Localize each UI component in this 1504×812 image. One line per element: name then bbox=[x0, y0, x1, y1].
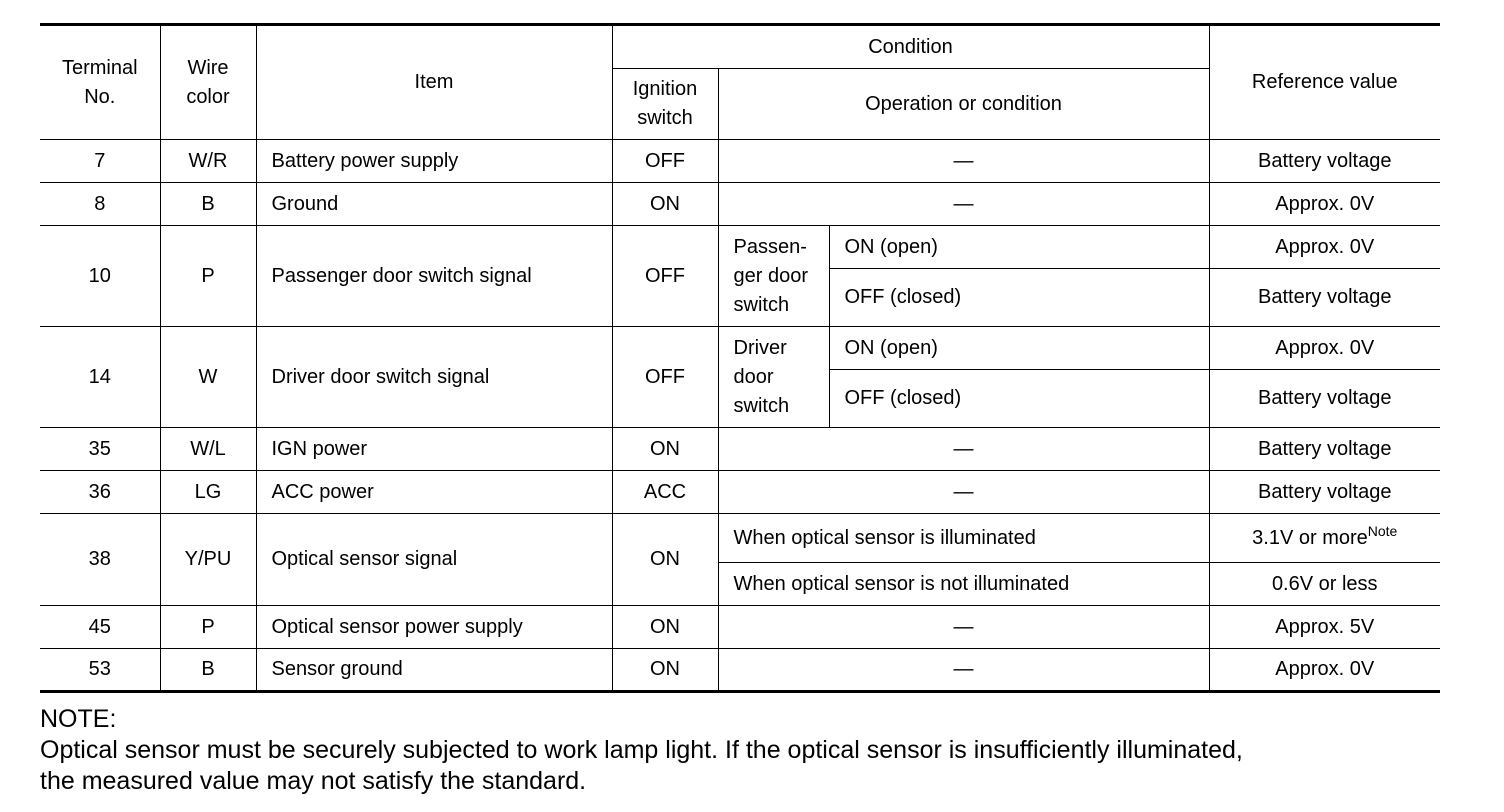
cell-switch-state: OFF (closed) bbox=[829, 269, 1209, 327]
cell-switch-state: OFF (closed) bbox=[829, 370, 1209, 428]
cell-ignition: OFF bbox=[612, 140, 718, 183]
cell-switch-state: ON (open) bbox=[829, 226, 1209, 269]
cell-ignition: ON bbox=[612, 428, 718, 471]
terminal-reference-table bbox=[40, 23, 1440, 693]
cell-wire: W/R bbox=[160, 140, 256, 183]
table-row bbox=[40, 327, 1440, 370]
cell-item: Passenger door switch signal bbox=[256, 226, 612, 327]
cell-terminal: 35 bbox=[40, 428, 160, 471]
table-row bbox=[40, 428, 1440, 471]
cell-wire: W bbox=[160, 327, 256, 428]
header-wire-color: Wire color bbox=[160, 25, 256, 140]
cell-operation: — bbox=[718, 183, 1209, 226]
header-reference-value: Reference value bbox=[1209, 25, 1440, 140]
cell-wire: P bbox=[160, 226, 256, 327]
cell-wire: W/L bbox=[160, 428, 256, 471]
cell-reference: 0.6V or less bbox=[1209, 563, 1440, 606]
table-row bbox=[40, 183, 1440, 226]
cell-ignition: OFF bbox=[612, 226, 718, 327]
cell-item: Sensor ground bbox=[256, 649, 612, 692]
note-text-line-2: the measured value may not satisfy the standard. bbox=[40, 767, 587, 795]
cell-switch-name: Passen- ger door switch bbox=[718, 226, 829, 327]
cell-operation: — bbox=[718, 606, 1209, 649]
cell-item: IGN power bbox=[256, 428, 612, 471]
cell-terminal: 7 bbox=[40, 140, 160, 183]
cell-item: Ground bbox=[256, 183, 612, 226]
table-row bbox=[40, 140, 1440, 183]
note-title: NOTE: bbox=[40, 705, 117, 733]
cell-item: Driver door switch signal bbox=[256, 327, 612, 428]
cell-wire: LG bbox=[160, 471, 256, 514]
cell-terminal: 36 bbox=[40, 471, 160, 514]
cell-reference: Battery voltage bbox=[1209, 269, 1440, 327]
cell-reference: Battery voltage bbox=[1209, 471, 1440, 514]
cell-ignition: ACC bbox=[612, 471, 718, 514]
cell-item: Optical sensor power supply bbox=[256, 606, 612, 649]
cell-operation: — bbox=[718, 428, 1209, 471]
header-row-1 bbox=[40, 25, 1440, 69]
cell-terminal: 53 bbox=[40, 649, 160, 692]
cell-ignition: ON bbox=[612, 514, 718, 606]
cell-reference: Battery voltage bbox=[1209, 428, 1440, 471]
cell-reference: Approx. 5V bbox=[1209, 606, 1440, 649]
cell-wire: Y/PU bbox=[160, 514, 256, 606]
cell-reference: Approx. 0V bbox=[1209, 649, 1440, 692]
cell-operation: When optical sensor is not illuminated bbox=[718, 563, 1209, 606]
cell-switch-name: Driver door switch bbox=[718, 327, 829, 428]
cell-terminal: 45 bbox=[40, 606, 160, 649]
cell-item: Optical sensor signal bbox=[256, 514, 612, 606]
cell-ignition: ON bbox=[612, 183, 718, 226]
header-ignition-switch: Ignition switch bbox=[612, 69, 718, 140]
cell-reference: Battery voltage bbox=[1209, 370, 1440, 428]
cell-terminal: 14 bbox=[40, 327, 160, 428]
cell-item: ACC power bbox=[256, 471, 612, 514]
note-text-line-1: Optical sensor must be securely subjected to work lamp light. If the optical sensor is insufficiently illuminated, bbox=[40, 736, 1243, 764]
cell-operation: When optical sensor is illuminated bbox=[718, 514, 1209, 563]
note-section bbox=[40, 704, 1480, 797]
cell-reference: Battery voltage bbox=[1209, 140, 1440, 183]
header-terminal: Terminal No. bbox=[40, 25, 160, 140]
cell-ignition: ON bbox=[612, 649, 718, 692]
cell-wire: P bbox=[160, 606, 256, 649]
cell-reference: 3.1V or more$^{Note}$ bbox=[1209, 514, 1440, 563]
cell-reference: Approx. 0V bbox=[1209, 327, 1440, 370]
cell-switch-state: ON (open) bbox=[829, 327, 1209, 370]
cell-terminal: 10 bbox=[40, 226, 160, 327]
cell-ignition: OFF bbox=[612, 327, 718, 428]
header-item: Item bbox=[256, 25, 612, 140]
table-row bbox=[40, 649, 1440, 692]
header-condition: Condition bbox=[612, 25, 1209, 69]
cell-terminal: 38 bbox=[40, 514, 160, 606]
header-operation: Operation or condition bbox=[718, 69, 1209, 140]
cell-ignition: ON bbox=[612, 606, 718, 649]
cell-terminal: 8 bbox=[40, 183, 160, 226]
cell-operation: — bbox=[718, 140, 1209, 183]
cell-item: Battery power supply bbox=[256, 140, 612, 183]
table-row bbox=[40, 471, 1440, 514]
note-superscript: Note bbox=[1367, 522, 1398, 539]
cell-wire: B bbox=[160, 649, 256, 692]
cell-reference: Approx. 0V bbox=[1209, 226, 1440, 269]
table-row bbox=[40, 226, 1440, 269]
table-row bbox=[40, 514, 1440, 563]
cell-operation: — bbox=[718, 649, 1209, 692]
table-row bbox=[40, 606, 1440, 649]
cell-reference: Approx. 0V bbox=[1209, 183, 1440, 226]
cell-operation: — bbox=[718, 471, 1209, 514]
cell-wire: B bbox=[160, 183, 256, 226]
